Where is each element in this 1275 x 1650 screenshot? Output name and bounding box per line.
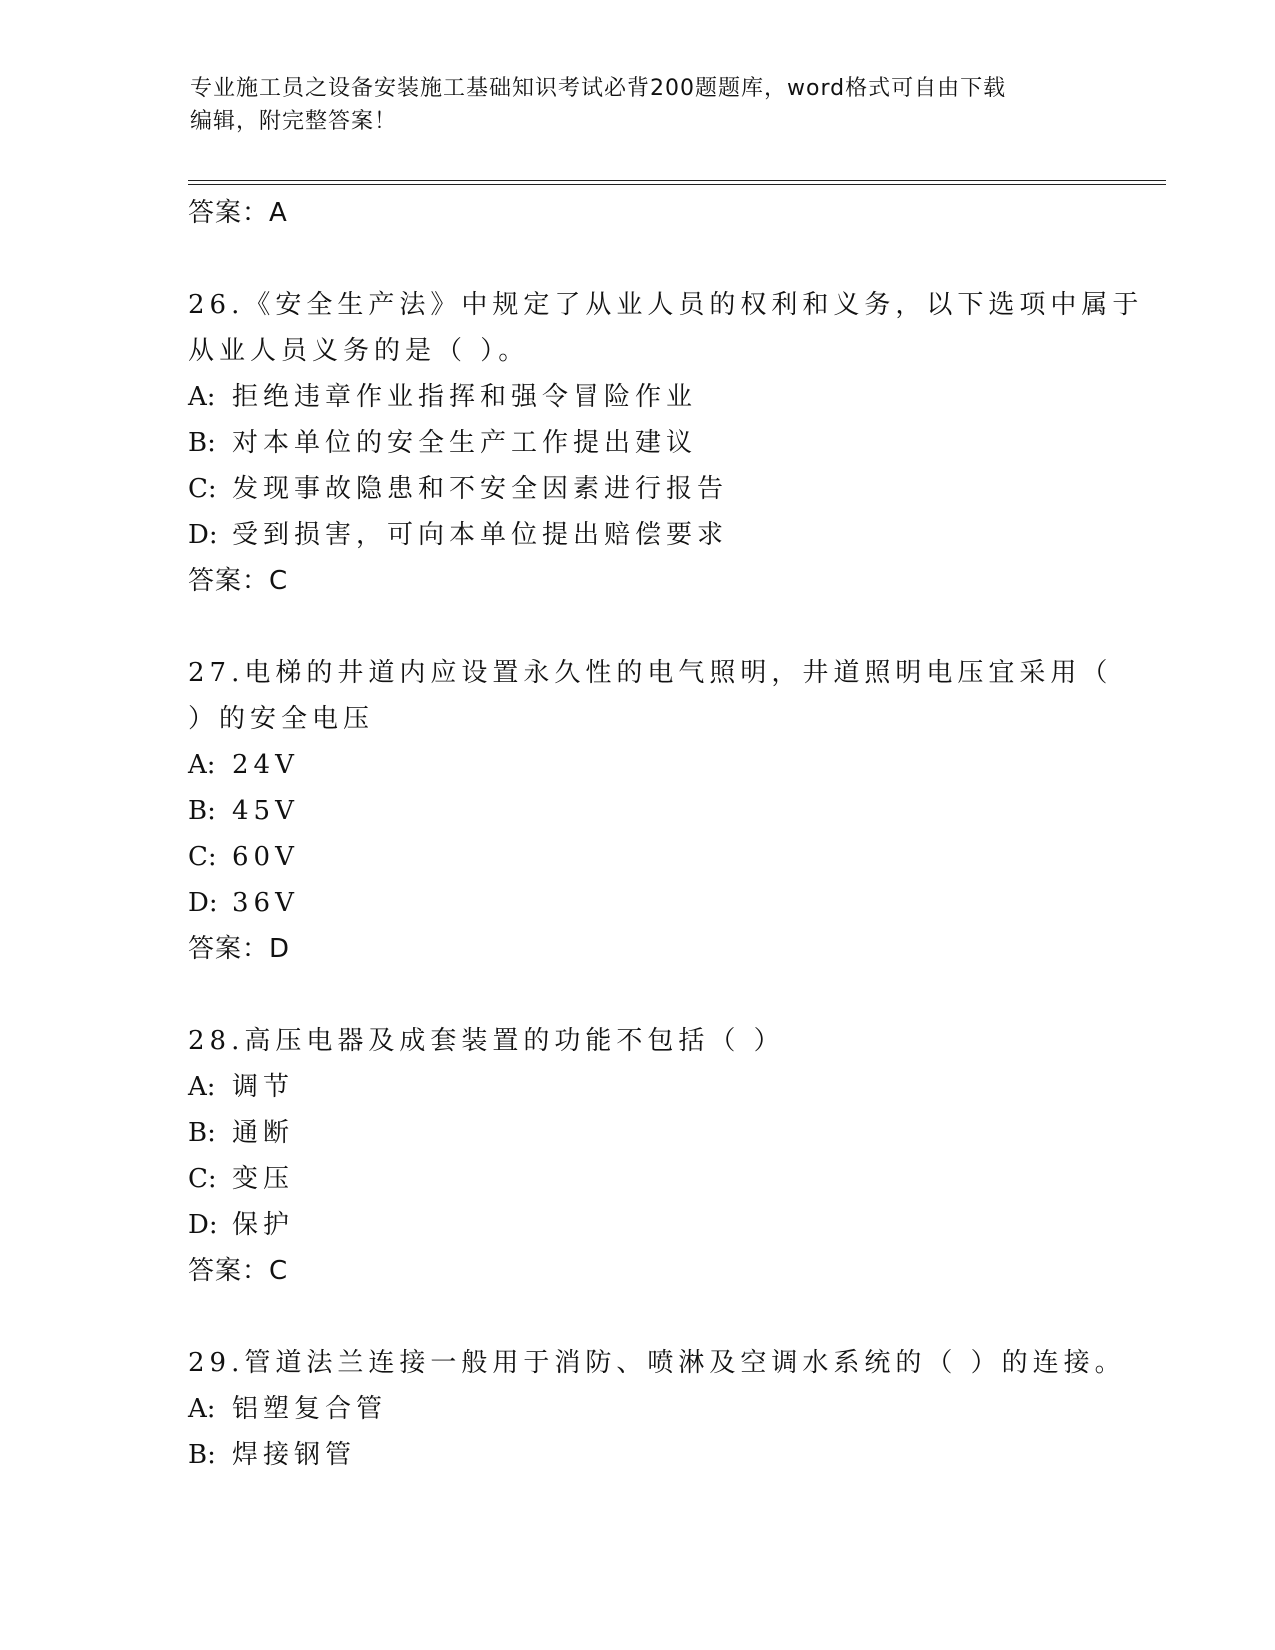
option-text: 36V	[232, 888, 299, 918]
option-text: 45V	[232, 796, 299, 826]
option-text: 铝塑复合管	[232, 1394, 388, 1424]
option-d	[188, 880, 1088, 926]
option-key: B:	[188, 1440, 216, 1470]
document-header	[190, 72, 1090, 138]
option-key: A:	[188, 1394, 216, 1424]
option-key: D:	[188, 1210, 218, 1240]
option-text: 受到损害，可向本单位提出赔偿要求	[232, 520, 729, 550]
option-key: D:	[188, 888, 218, 918]
option-text: 发现事故隐患和不安全因素进行报告	[232, 474, 729, 504]
option-key: A:	[188, 1072, 216, 1102]
option-d	[188, 1202, 1088, 1248]
header-line-1: 专业施工员之设备安装施工基础知识考试必背200题题库，word格式可自由下载	[190, 76, 1007, 101]
question-26	[188, 282, 1144, 604]
option-key: D:	[188, 520, 218, 550]
header-line-2: 编辑，附完整答案！	[190, 109, 398, 134]
option-b	[188, 420, 1088, 466]
option-a	[188, 1386, 1088, 1432]
option-text: 24V	[232, 750, 299, 780]
option-key: C:	[188, 842, 217, 872]
question-text-line: 26.《安全生产法》中规定了从业人员的权利和义务，以下选项中属于	[188, 290, 1144, 320]
option-text: 焊接钢管	[232, 1440, 357, 1470]
previous-answer: 答案：A	[188, 198, 288, 228]
option-key: B:	[188, 428, 216, 458]
option-text: 拒绝违章作业指挥和强令冒险作业	[232, 382, 698, 412]
option-key: C:	[188, 1164, 217, 1194]
answer: 答案：C	[188, 1256, 289, 1286]
question-text-line: 27.电梯的井道内应设置永久性的电气照明，井道照明电压宜采用（	[188, 658, 1113, 688]
option-text: 60V	[232, 842, 299, 872]
option-d	[188, 512, 1088, 558]
option-key: B:	[188, 1118, 216, 1148]
answer: 答案：D	[188, 934, 291, 964]
question-29	[188, 1340, 1126, 1478]
option-text: 变压	[232, 1164, 295, 1194]
question-28	[188, 1018, 1088, 1294]
option-b	[188, 788, 1088, 834]
option-text: 保护	[232, 1210, 295, 1240]
header-divider-thick	[188, 180, 1166, 181]
option-text: 调节	[232, 1072, 295, 1102]
option-key: A:	[188, 382, 216, 412]
question-27	[188, 650, 1113, 972]
answer: 答案：C	[188, 566, 289, 596]
question-text-line: 从业人员义务的是（ ）。	[188, 336, 530, 366]
question-text-line: ）的安全电压	[188, 704, 375, 734]
option-b	[188, 1432, 1088, 1478]
question-list	[188, 190, 1144, 1478]
option-key: B:	[188, 796, 216, 826]
option-c	[188, 466, 1088, 512]
option-a	[188, 374, 1088, 420]
question-text-line: 29.管道法兰连接一般用于消防、喷淋及空调水系统的（ ）的连接。	[188, 1348, 1126, 1378]
option-c	[188, 834, 1088, 880]
option-key: C:	[188, 474, 217, 504]
option-b	[188, 1110, 1088, 1156]
option-text: 通断	[232, 1118, 295, 1148]
option-c	[188, 1156, 1088, 1202]
option-a	[188, 1064, 1088, 1110]
option-key: A:	[188, 750, 216, 780]
option-a	[188, 742, 1088, 788]
question-text-line: 28.高压电器及成套装置的功能不包括（ ）	[188, 1026, 785, 1056]
header-divider-thin	[188, 184, 1166, 185]
option-text: 对本单位的安全生产工作提出建议	[232, 428, 698, 458]
